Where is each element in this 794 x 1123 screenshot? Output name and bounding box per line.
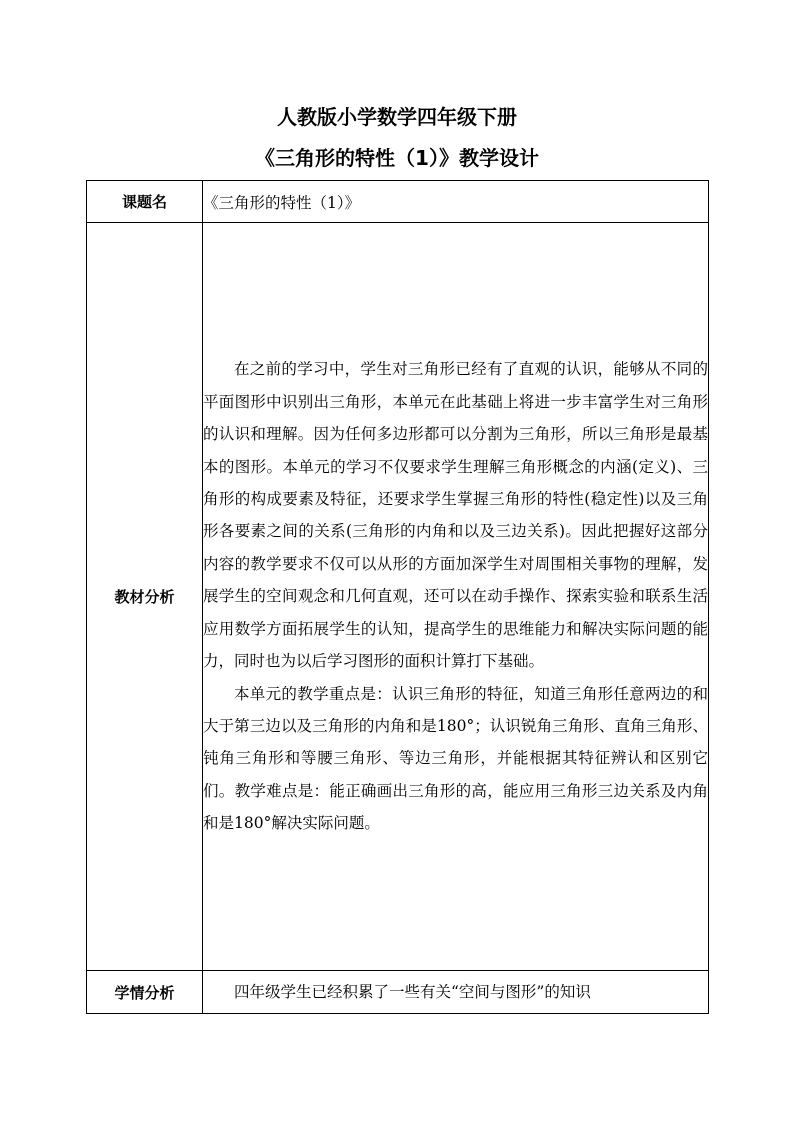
student-analysis-content — [203, 971, 709, 1014]
student-analysis-label: 学情分析 — [87, 971, 203, 1014]
material-analysis-label: 教材分析 — [87, 223, 203, 971]
document-title: 人教版小学数学四年级下册 — [277, 105, 517, 129]
material-paragraph-1: 在之前的学习中，学生对三角形已经有了直观的认识，能够从不同的平面图形中识别出三角形，本单元在此基础上将进一步丰富学生对三角形的认识和理解。因为任何多边形都可以分割为三角形，所以三角形是最基本的图形。本单元的学习不仅要求学生理解三角形概念的内涵(定义)、三角形的构成要素及特征，还要求学生掌握三角形的特性(稳定性)以及三角形各要素之间的关系(三角形的内角和以及三边关系)。因此把握好这部分内容的教学要求不仅可以从形的方面加深学生对周围相关事物的理解，发展学生的空间观念和几何直观，还可以在动手操作、探索实验和联系生活应用数学方面拓展学生的认知，提高学生的思维能力和解决实际问题的能力，同时也为以后学习图形的面积计算打下基础。 — [203, 360, 708, 671]
material-analysis-content — [203, 223, 709, 971]
table-row-topic — [87, 181, 709, 223]
table-row-material-analysis — [87, 223, 709, 971]
topic-value-cell — [203, 181, 709, 223]
document-subtitle: 《三角形的特性（1）》教学设计 — [255, 146, 539, 170]
table-row-student-analysis — [87, 971, 709, 1014]
material-paragraph-2: 本单元的教学重点是：认识三角形的特征，知道三角形任意两边的和大于第三边以及三角形的内角和是180°；认识锐角三角形、直角三角形、钝角三角形和等腰三角形、等边三角形，并能根据其特征辨认和区别它们。教学难点是：能正确画出三角形的高，能应用三角形三边关系及内角和是180°解决实际问题。 — [203, 684, 708, 833]
topic-value: 《三角形的特性（1）》 — [203, 193, 361, 212]
student-paragraph: 四年级学生已经积累了一些有关“空间与图形”的知识 — [234, 982, 591, 1001]
lesson-design-table — [86, 180, 709, 1014]
topic-label: 课题名 — [87, 181, 203, 223]
